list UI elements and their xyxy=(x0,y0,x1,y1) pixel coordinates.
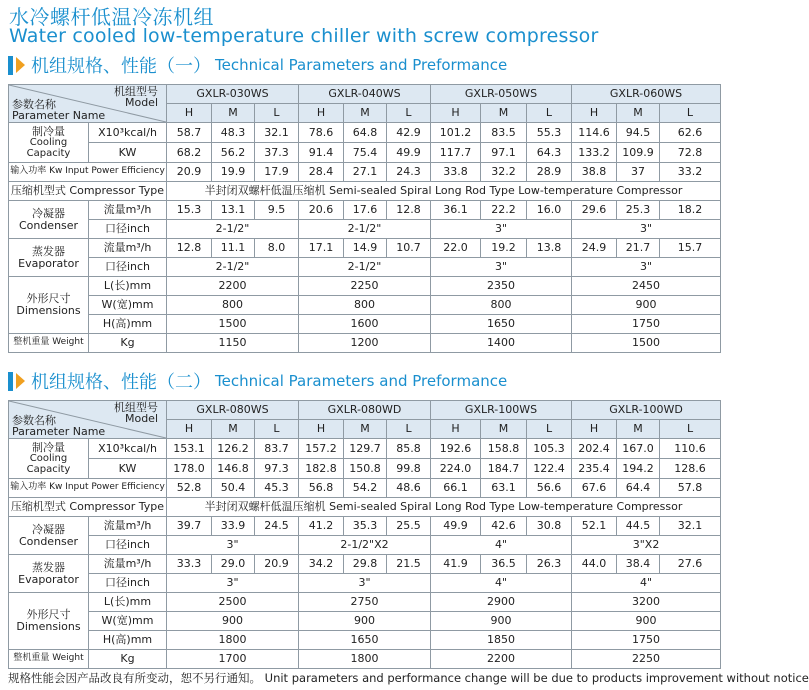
cell: 13.1 xyxy=(212,201,255,220)
cell: 28.9 xyxy=(527,163,572,182)
model-header: 机组型号 Model xyxy=(114,401,158,425)
cell: 17.9 xyxy=(255,163,299,182)
model-name: GXLR-040WS xyxy=(299,85,431,104)
section-title-en: Technical Parameters and Preformance xyxy=(215,372,508,390)
cell: 1800 xyxy=(299,650,431,669)
cell: 26.3 xyxy=(527,555,572,574)
cell: 101.2 xyxy=(431,123,481,143)
cell: 32.2 xyxy=(481,163,527,182)
row-height xyxy=(9,631,721,650)
evaporator-label: 蒸发器 Evaporator xyxy=(9,555,89,593)
cell: 110.6 xyxy=(660,439,721,459)
cell: 105.3 xyxy=(527,439,572,459)
mode-h: H xyxy=(299,104,344,123)
cell: 158.8 xyxy=(481,439,527,459)
spec-table-1 xyxy=(8,84,721,353)
mode-m: M xyxy=(344,420,387,439)
row-evaporator-pipe xyxy=(9,258,721,277)
row-length xyxy=(9,277,721,296)
model-name: GXLR-100WD xyxy=(572,401,721,420)
cell: 224.0 xyxy=(431,459,481,479)
cell: 41.2 xyxy=(299,517,344,536)
cell: 29.6 xyxy=(572,201,617,220)
mode-l: L xyxy=(255,420,299,439)
cell: 15.7 xyxy=(660,239,721,258)
mode-h: H xyxy=(431,104,481,123)
row-height xyxy=(9,315,721,334)
model-name: GXLR-050WS xyxy=(431,85,572,104)
row-power xyxy=(9,479,721,498)
cell: 3" xyxy=(167,574,299,593)
cell: 25.3 xyxy=(617,201,660,220)
section-arrow-icon xyxy=(16,373,25,389)
row-condenser-flow xyxy=(9,517,721,536)
cell: 146.8 xyxy=(212,459,255,479)
cell: 2750 xyxy=(299,593,431,612)
cell: 27.6 xyxy=(660,555,721,574)
cell: 2-1/2" xyxy=(167,220,299,239)
row-cooling-kw xyxy=(9,143,721,163)
cell: 20.9 xyxy=(167,163,212,182)
cell: 114.6 xyxy=(572,123,617,143)
cell: 2450 xyxy=(572,277,721,296)
cell: 99.8 xyxy=(387,459,431,479)
cell: 37.3 xyxy=(255,143,299,163)
cell: 21.5 xyxy=(387,555,431,574)
pipe-label: 口径inch xyxy=(89,258,167,277)
power-label: 输入功率 Kw Input Power Efficiency xyxy=(9,163,167,182)
cell: 3" xyxy=(431,220,572,239)
cell: 3200 xyxy=(572,593,721,612)
cell: 78.6 xyxy=(299,123,344,143)
model-name: GXLR-080WD xyxy=(299,401,431,420)
model-header: 机组型号 Model xyxy=(114,85,158,109)
row-evaporator-pipe xyxy=(9,574,721,593)
length-label: L(长)mm xyxy=(89,593,167,612)
row-evaporator-flow xyxy=(9,555,721,574)
cell: 30.8 xyxy=(527,517,572,536)
kg-label: Kg xyxy=(89,334,167,353)
height-label: H(高)mm xyxy=(89,315,167,334)
cell: 4" xyxy=(431,574,572,593)
cell: 2-1/2" xyxy=(299,258,431,277)
model-name: GXLR-080WS xyxy=(167,401,299,420)
pipe-label: 口径inch xyxy=(89,574,167,593)
param-header: 参数名称 Parameter Name xyxy=(12,98,106,122)
cell: 67.6 xyxy=(572,479,617,498)
cell: 2200 xyxy=(167,277,299,296)
evaporator-label: 蒸发器 Evaporator xyxy=(9,239,89,277)
pipe-label: 口径inch xyxy=(89,220,167,239)
cell: 64.3 xyxy=(527,143,572,163)
cell: 2250 xyxy=(572,650,721,669)
cell: 2500 xyxy=(167,593,299,612)
cell: 38.4 xyxy=(617,555,660,574)
cell: 48.6 xyxy=(387,479,431,498)
cell: 1800 xyxy=(167,631,299,650)
cell: 900 xyxy=(299,612,431,631)
cell: 128.6 xyxy=(660,459,721,479)
cell: 25.5 xyxy=(387,517,431,536)
mode-m: M xyxy=(617,420,660,439)
cell: 2250 xyxy=(299,277,431,296)
row-cooling-kcal xyxy=(9,123,721,143)
weight-label: 整机重量 Weight xyxy=(9,650,89,669)
footer-notice: 规格性能会因产品改良有所变动，恕不另行通知。 Unit parameters and performance change will be due to products improvement without notice xyxy=(8,671,809,685)
param-header: 参数名称 Parameter Name xyxy=(12,414,106,438)
cell: 36.5 xyxy=(481,555,527,574)
cell: 2-1/2" xyxy=(299,220,431,239)
cell: 12.8 xyxy=(387,201,431,220)
condenser-label: 冷凝器 Condenser xyxy=(9,201,89,239)
mode-h: H xyxy=(431,420,481,439)
cell: 85.8 xyxy=(387,439,431,459)
row-length xyxy=(9,593,721,612)
cell: 94.5 xyxy=(617,123,660,143)
cell: 3" xyxy=(431,258,572,277)
cell: 42.9 xyxy=(387,123,431,143)
mode-h: H xyxy=(167,420,212,439)
cell: 800 xyxy=(299,296,431,315)
cell: 3" xyxy=(167,536,299,555)
mode-l: L xyxy=(660,104,721,123)
cell: 18.2 xyxy=(660,201,721,220)
flow-label: 流量m³/h xyxy=(89,517,167,536)
cell: 1400 xyxy=(431,334,572,353)
cell: 16.0 xyxy=(527,201,572,220)
spec-table-2 xyxy=(8,400,721,669)
pipe-label: 口径inch xyxy=(89,536,167,555)
cooling-capacity-label: 制冷量 Cooling Capacity xyxy=(9,439,89,479)
cell: 22.0 xyxy=(431,239,481,258)
cell: 129.7 xyxy=(344,439,387,459)
cell: 1150 xyxy=(167,334,299,353)
cell: 182.8 xyxy=(299,459,344,479)
width-label: W(宽)mm xyxy=(89,296,167,315)
cell: 117.7 xyxy=(431,143,481,163)
unit-kw: KW xyxy=(89,459,167,479)
cell: 48.3 xyxy=(212,123,255,143)
mode-l: L xyxy=(387,104,431,123)
table-corner-header xyxy=(9,401,167,439)
cell: 2-1/2" xyxy=(167,258,299,277)
mode-l: L xyxy=(527,104,572,123)
cell: 33.8 xyxy=(431,163,481,182)
cell: 3" xyxy=(299,574,431,593)
row-compressor xyxy=(9,498,721,517)
row-compressor xyxy=(9,182,721,201)
cell: 29.0 xyxy=(212,555,255,574)
cell: 900 xyxy=(167,612,299,631)
cell: 13.8 xyxy=(527,239,572,258)
cell: 38.8 xyxy=(572,163,617,182)
cell: 2350 xyxy=(431,277,572,296)
cell: 68.2 xyxy=(167,143,212,163)
mode-m: M xyxy=(481,104,527,123)
cell: 19.2 xyxy=(481,239,527,258)
cell: 44.0 xyxy=(572,555,617,574)
cell: 1650 xyxy=(431,315,572,334)
unit-kw: KW xyxy=(89,143,167,163)
cell: 97.3 xyxy=(255,459,299,479)
model-name: GXLR-100WS xyxy=(431,401,572,420)
cell: 75.4 xyxy=(344,143,387,163)
mode-m: M xyxy=(212,104,255,123)
cell: 2900 xyxy=(431,593,572,612)
cell: 1750 xyxy=(572,631,721,650)
dimensions-label: 外形尺寸 Dimensions xyxy=(9,593,89,650)
cell: 72.8 xyxy=(660,143,721,163)
cell: 122.4 xyxy=(527,459,572,479)
row-cooling-kw xyxy=(9,459,721,479)
cell: 10.7 xyxy=(387,239,431,258)
mode-m: M xyxy=(617,104,660,123)
cell: 20.6 xyxy=(299,201,344,220)
cell: 178.0 xyxy=(167,459,212,479)
cell: 52.1 xyxy=(572,517,617,536)
cell: 1600 xyxy=(299,315,431,334)
compressor-value: 半封闭双螺杆低温压缩机 Semi-sealed Spiral Long Rod Type Low-temperature Compressor xyxy=(167,498,721,517)
cell: 57.8 xyxy=(660,479,721,498)
cell: 1500 xyxy=(572,334,721,353)
mode-l: L xyxy=(527,420,572,439)
cell: 97.1 xyxy=(481,143,527,163)
cell: 42.6 xyxy=(481,517,527,536)
row-power xyxy=(9,163,721,182)
cell: 52.8 xyxy=(167,479,212,498)
power-label: 输入功率 Kw Input Power Efficiency xyxy=(9,479,167,498)
cell: 109.9 xyxy=(617,143,660,163)
cell: 235.4 xyxy=(572,459,617,479)
cell: 15.3 xyxy=(167,201,212,220)
row-width xyxy=(9,296,721,315)
cell: 44.5 xyxy=(617,517,660,536)
cell: 58.7 xyxy=(167,123,212,143)
cell: 21.7 xyxy=(617,239,660,258)
row-condenser-flow xyxy=(9,201,721,220)
cell: 11.1 xyxy=(212,239,255,258)
section-title-cn: 机组规格、性能（二） xyxy=(31,372,211,393)
cell: 33.2 xyxy=(660,163,721,182)
cell: 64.4 xyxy=(617,479,660,498)
row-weight xyxy=(9,650,721,669)
cell: 34.2 xyxy=(299,555,344,574)
mode-l: L xyxy=(660,420,721,439)
cell: 63.1 xyxy=(481,479,527,498)
cell: 1500 xyxy=(167,315,299,334)
cell: 153.1 xyxy=(167,439,212,459)
section-heading-1 xyxy=(8,53,507,77)
mode-h: H xyxy=(572,420,617,439)
cell: 126.2 xyxy=(212,439,255,459)
height-label: H(高)mm xyxy=(89,631,167,650)
cell: 4" xyxy=(572,574,721,593)
cell: 800 xyxy=(431,296,572,315)
flow-label: 流量m³/h xyxy=(89,239,167,258)
cell: 49.9 xyxy=(431,517,481,536)
cell: 66.1 xyxy=(431,479,481,498)
cell: 55.3 xyxy=(527,123,572,143)
row-condenser-pipe xyxy=(9,220,721,239)
kg-label: Kg xyxy=(89,650,167,669)
compressor-label: 压缩机型式 Compressor Type xyxy=(9,498,167,517)
mode-h: H xyxy=(167,104,212,123)
cooling-capacity-label: 制冷量 Cooling Capacity xyxy=(9,123,89,163)
mode-l: L xyxy=(255,104,299,123)
cell: 91.4 xyxy=(299,143,344,163)
cell: 1200 xyxy=(299,334,431,353)
cell: 150.8 xyxy=(344,459,387,479)
length-label: L(长)mm xyxy=(89,277,167,296)
compressor-value: 半封闭双螺杆低温压缩机 Semi-sealed Spiral Long Rod Type Low-temperature Compressor xyxy=(167,182,721,201)
cell: 3"X2 xyxy=(572,536,721,555)
weight-label: 整机重量 Weight xyxy=(9,334,89,353)
cell: 20.9 xyxy=(255,555,299,574)
cell: 33.9 xyxy=(212,517,255,536)
mode-h: H xyxy=(572,104,617,123)
cell: 3" xyxy=(572,258,721,277)
cell: 194.2 xyxy=(617,459,660,479)
cell: 41.9 xyxy=(431,555,481,574)
cell: 22.2 xyxy=(481,201,527,220)
row-width xyxy=(9,612,721,631)
cell: 56.2 xyxy=(212,143,255,163)
model-name: GXLR-060WS xyxy=(572,85,721,104)
cell: 1700 xyxy=(167,650,299,669)
cell: 17.6 xyxy=(344,201,387,220)
cell: 24.9 xyxy=(572,239,617,258)
cell: 37 xyxy=(617,163,660,182)
cell: 49.9 xyxy=(387,143,431,163)
cell: 56.8 xyxy=(299,479,344,498)
row-weight xyxy=(9,334,721,353)
cell: 62.6 xyxy=(660,123,721,143)
width-label: W(宽)mm xyxy=(89,612,167,631)
cell: 17.1 xyxy=(299,239,344,258)
section-heading-2 xyxy=(8,369,507,393)
cell: 35.3 xyxy=(344,517,387,536)
cell: 28.4 xyxy=(299,163,344,182)
cell: 56.6 xyxy=(527,479,572,498)
cell: 32.1 xyxy=(660,517,721,536)
cell: 24.3 xyxy=(387,163,431,182)
cell: 192.6 xyxy=(431,439,481,459)
cell: 900 xyxy=(572,296,721,315)
flow-label: 流量m³/h xyxy=(89,201,167,220)
mode-l: L xyxy=(387,420,431,439)
cell: 1850 xyxy=(431,631,572,650)
mode-m: M xyxy=(212,420,255,439)
compressor-label: 压缩机型式 Compressor Type xyxy=(9,182,167,201)
cell: 64.8 xyxy=(344,123,387,143)
row-cooling-kcal xyxy=(9,439,721,459)
cell: 29.8 xyxy=(344,555,387,574)
row-evaporator-flow xyxy=(9,239,721,258)
cell: 133.2 xyxy=(572,143,617,163)
cell: 9.5 xyxy=(255,201,299,220)
cell: 32.1 xyxy=(255,123,299,143)
cell: 14.9 xyxy=(344,239,387,258)
cell: 3" xyxy=(572,220,721,239)
cell: 900 xyxy=(431,612,572,631)
unit-kcal: X10³kcal/h xyxy=(89,123,167,143)
cell: 8.0 xyxy=(255,239,299,258)
cell: 27.1 xyxy=(344,163,387,182)
cell: 157.2 xyxy=(299,439,344,459)
cell: 2-1/2"X2 xyxy=(299,536,431,555)
cell: 45.3 xyxy=(255,479,299,498)
row-condenser-pipe xyxy=(9,536,721,555)
cell: 39.7 xyxy=(167,517,212,536)
cell: 184.7 xyxy=(481,459,527,479)
section-title-en: Technical Parameters and Preformance xyxy=(215,56,508,74)
cell: 83.5 xyxy=(481,123,527,143)
dimensions-label: 外形尺寸 Dimensions xyxy=(9,277,89,334)
mode-m: M xyxy=(481,420,527,439)
cell: 1750 xyxy=(572,315,721,334)
model-name: GXLR-030WS xyxy=(167,85,299,104)
cell: 900 xyxy=(572,612,721,631)
condenser-label: 冷凝器 Condenser xyxy=(9,517,89,555)
cell: 202.4 xyxy=(572,439,617,459)
cell: 36.1 xyxy=(431,201,481,220)
section-bar-icon xyxy=(8,372,13,391)
flow-label: 流量m³/h xyxy=(89,555,167,574)
page-title-en: Water cooled low-temperature chiller with screw compressor xyxy=(9,25,599,47)
cell: 54.2 xyxy=(344,479,387,498)
cell: 33.3 xyxy=(167,555,212,574)
cell: 167.0 xyxy=(617,439,660,459)
mode-m: M xyxy=(344,104,387,123)
section-bar-icon xyxy=(8,56,13,75)
cell: 12.8 xyxy=(167,239,212,258)
table-corner-header xyxy=(9,85,167,123)
cell: 800 xyxy=(167,296,299,315)
cell: 24.5 xyxy=(255,517,299,536)
cell: 1650 xyxy=(299,631,431,650)
mode-h: H xyxy=(299,420,344,439)
cell: 50.4 xyxy=(212,479,255,498)
cell: 4" xyxy=(431,536,572,555)
cell: 83.7 xyxy=(255,439,299,459)
page-title-cn: 水冷螺杆低温冷冻机组 xyxy=(9,5,214,29)
section-arrow-icon xyxy=(16,57,25,73)
section-title-cn: 机组规格、性能（一） xyxy=(31,56,211,77)
unit-kcal: X10³kcal/h xyxy=(89,439,167,459)
cell: 2200 xyxy=(431,650,572,669)
cell: 19.9 xyxy=(212,163,255,182)
